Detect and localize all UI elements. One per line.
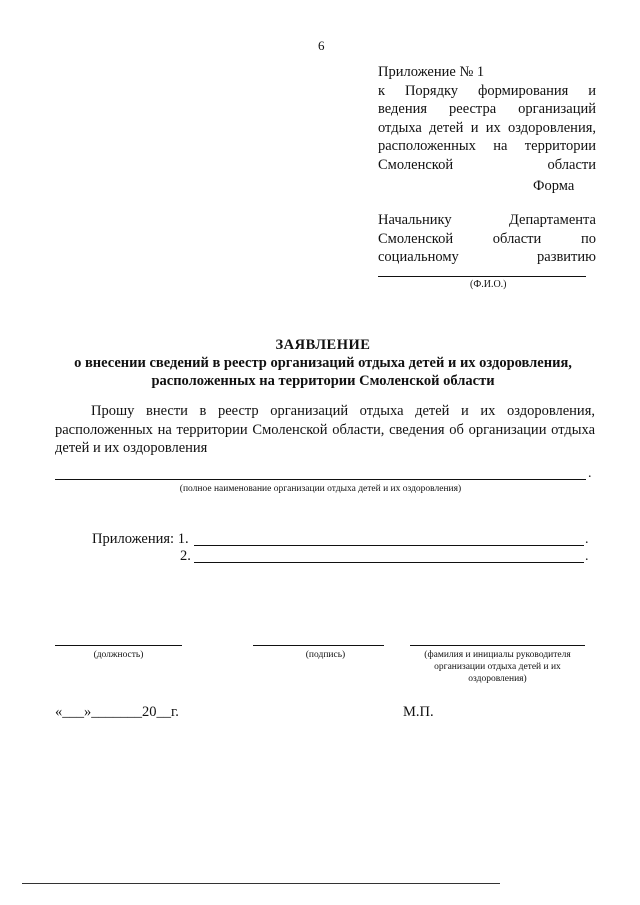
request-text: Прошу внести в реестр организаций отдыха детей и их оздоровления, расположенных на территории Смоленской области, сведения об организации отдыха детей и их оздоровления — [55, 403, 595, 456]
appendix-block — [378, 63, 596, 174]
line-end-dot: . — [588, 466, 592, 481]
attachment-1-line — [194, 545, 584, 546]
name-line — [410, 645, 585, 646]
fio-line — [378, 276, 586, 277]
signature-line — [253, 645, 384, 646]
name-caption: (фамилия и инициалы руководителя организации отдыха детей и их оздоровления) — [424, 650, 571, 684]
appendix-text: к Порядку формирования и ведения реестра организаций отдыха детей и их оздоровления, расположенных на территории Смоленской области — [378, 82, 596, 173]
organization-name-caption: (полное наименование организации отдыха детей и их оздоровления) — [179, 484, 462, 494]
addressee: Начальнику Департамента Смоленской области по социальному развитию — [378, 212, 596, 265]
appendix-title: Приложение № 1 — [378, 64, 485, 80]
page-number: 6 — [318, 38, 325, 53]
position-line — [55, 645, 182, 646]
seal-place: М.П. — [403, 704, 434, 720]
date-field: «___»_______20__г. — [55, 704, 179, 720]
form-label: Форма — [533, 178, 575, 194]
attachments-label: Приложения: 1. — [92, 531, 189, 547]
line-end-dot: . — [585, 532, 589, 547]
document-title — [40, 336, 606, 390]
footer-line — [22, 883, 500, 884]
line-end-dot: . — [585, 549, 589, 564]
fio-caption: (Ф.И.О.) — [470, 279, 507, 290]
organization-name-line — [55, 479, 586, 480]
attachment-2-label: 2. — [180, 548, 191, 564]
title-subtitle: о внесении сведений в реестр организаций отдыха детей и их оздоровления, расположенных на территории Смоленской области — [74, 355, 572, 389]
signature-caption: (подпись) — [305, 650, 346, 660]
position-caption: (должность) — [93, 650, 144, 660]
title-heading: ЗАЯВЛЕНИЕ — [275, 337, 371, 353]
attachment-2-line — [194, 562, 584, 563]
